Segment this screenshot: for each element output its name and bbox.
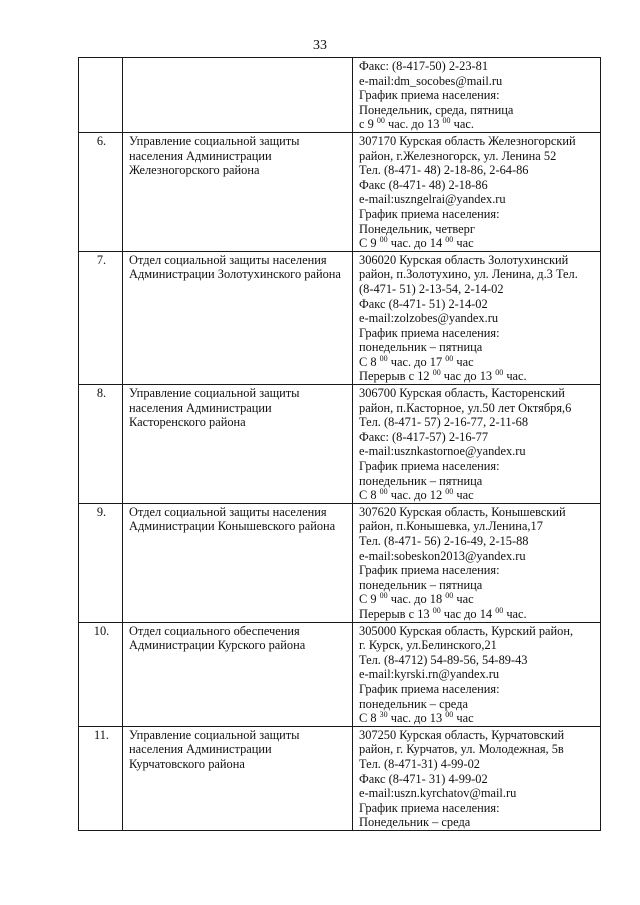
office-contacts [353, 58, 601, 133]
page-number: 33 [313, 38, 327, 53]
contact-text: час. до 14 [387, 236, 446, 251]
time-minutes-superscript: 00 [432, 368, 441, 378]
office-name: Управление социальной защиты населения Администрации Курчатовского района [123, 726, 353, 830]
contact-text: с 9 [359, 117, 377, 132]
contact-text: Факс (8-471- 48) 2-18-86 [359, 177, 488, 192]
time-minutes-superscript: 30 [379, 710, 388, 720]
contact-line [359, 59, 596, 74]
row-number: 11. [79, 726, 123, 830]
contact-line [359, 711, 596, 726]
time-minutes-superscript: 00 [379, 235, 388, 245]
time-minutes-superscript: 00 [379, 353, 388, 363]
contact-text: понедельник – среда [359, 696, 468, 711]
contact-text: Факс: (8-417-57) 2-16-77 [359, 429, 489, 444]
contact-text: e-mail:zolzobes@yandex.ru [359, 311, 499, 326]
contact-text: понедельник – пятница [359, 473, 483, 488]
contact-text: час. до 18 [387, 592, 446, 607]
contact-text: Тел. (8-471- 48) 2-18-86, 2-64-86 [359, 163, 529, 178]
contact-text: График приема населения: [359, 681, 500, 696]
contact-line [359, 667, 596, 682]
contact-text: С 8 [359, 354, 380, 369]
contact-text: 307620 Курская область, Конышевский [359, 504, 566, 519]
contact-line [359, 326, 596, 341]
office-name: Отдел социальной защиты населения Администрации Конышевского района [123, 503, 353, 622]
contact-text: Тел. (8-471- 57) 2-16-77, 2-11-68 [359, 415, 529, 430]
offices-table-body [79, 58, 601, 831]
row-number: 8. [79, 385, 123, 504]
contact-line [359, 519, 596, 534]
contact-text: Понедельник – среда [359, 815, 471, 830]
row-number: 10. [79, 622, 123, 726]
contact-line [359, 772, 596, 787]
contact-line [359, 88, 596, 103]
contact-line [359, 474, 596, 489]
office-contacts [353, 132, 601, 251]
contact-line [359, 149, 596, 164]
contact-text: График приема населения: [359, 88, 500, 103]
office-name: Отдел социального обеспечения Администрации Курского района [123, 622, 353, 726]
contact-text: час [453, 711, 474, 726]
contact-text: час. до 13 [384, 117, 443, 132]
contact-line [359, 267, 596, 282]
time-minutes-superscript: 00 [376, 116, 385, 126]
contact-text: Тел. (8-471- 56) 2-16-49, 2-15-88 [359, 534, 529, 548]
contact-line [359, 563, 596, 578]
contact-line [359, 236, 596, 251]
table-row [79, 503, 601, 622]
contact-text: понедельник – пятница [359, 577, 483, 592]
contact-line [359, 163, 596, 178]
time-minutes-superscript: 00 [445, 353, 454, 363]
table-row [79, 251, 601, 384]
contact-line [359, 117, 596, 132]
contact-text: График приема населения: [359, 563, 500, 578]
contact-text: Понедельник, среда, пятница [359, 102, 514, 117]
office-contacts [353, 385, 601, 504]
office-name [123, 58, 353, 133]
table-row [79, 726, 601, 830]
contact-line [359, 355, 596, 370]
contact-text: час [453, 488, 474, 503]
contact-text: Факс (8-471- 51) 2-14-02 [359, 296, 488, 311]
row-number: 7. [79, 251, 123, 384]
contact-text: С 8 [359, 488, 380, 503]
contact-text: Понедельник, четверг [359, 221, 475, 236]
contact-text: район, г. Курчатов, ул. Молодежная, 5в [359, 742, 564, 757]
table-row [79, 622, 601, 726]
contact-text: e-mail:sobeskon2013@yandex.ru [359, 548, 526, 563]
contact-text: 307170 Курская область Железногорский [359, 133, 576, 148]
contact-text: район, п.Золотухино, ул. Ленина, д.3 Тел. [359, 267, 578, 282]
table-row [79, 58, 601, 133]
contact-text: час. до 17 [387, 354, 446, 369]
contact-line [359, 653, 596, 668]
contact-line [359, 505, 596, 520]
contact-text: 306020 Курская область Золотухинский [359, 252, 569, 267]
offices-table [78, 57, 601, 831]
contact-line [359, 430, 596, 445]
contact-line [359, 697, 596, 712]
time-minutes-superscript: 00 [379, 591, 388, 601]
time-minutes-superscript: 00 [432, 605, 441, 615]
contact-line [359, 253, 596, 268]
contact-text: e-mail:uszn.kyrchatov@mail.ru [359, 786, 517, 801]
contact-line [359, 134, 596, 149]
contact-text: С 9 [359, 236, 380, 251]
contact-text: e-mail:kyrski.rn@yandex.ru [359, 667, 500, 682]
contact-text: e-mail:usznkastornoe@yandex.ru [359, 444, 526, 459]
contact-line [359, 638, 596, 653]
contact-text: График приема населения: [359, 206, 500, 221]
contact-line [359, 607, 596, 622]
contact-line [359, 297, 596, 312]
contact-text: Факс (8-471- 31) 4-99-02 [359, 771, 488, 786]
contact-text: График приема населения: [359, 459, 500, 474]
contact-text: (8-471- 51) 2-13-54, 2-14-02 [359, 281, 504, 296]
contact-text: 307250 Курская область, Курчатовский [359, 727, 565, 742]
time-minutes-superscript: 00 [495, 605, 504, 615]
contact-line [359, 728, 596, 743]
table-row [79, 132, 601, 251]
contact-text: С 8 [359, 711, 380, 726]
contact-text: График приема населения: [359, 325, 500, 340]
contact-text: 306700 Курская область, Касторенский [359, 386, 565, 401]
contact-text: г. Курск, ул.Белинского,21 [359, 638, 497, 653]
office-contacts [353, 503, 601, 622]
office-contacts [353, 251, 601, 384]
contact-line [359, 742, 596, 757]
contact-line [359, 549, 596, 564]
contact-line [359, 369, 596, 384]
contact-text: час. [450, 117, 474, 132]
contact-text: час. до 12 [387, 488, 446, 503]
contact-text: час. [503, 369, 527, 384]
contact-text: Тел. (8-4712) 54-89-56, 54-89-43 [359, 652, 528, 667]
office-contacts [353, 726, 601, 830]
contact-text: час до 13 [440, 369, 496, 384]
contact-text: час [453, 354, 474, 369]
contact-line [359, 459, 596, 474]
contact-line [359, 682, 596, 697]
contact-line [359, 488, 596, 503]
contact-line [359, 192, 596, 207]
contact-text: час. [503, 606, 527, 621]
contact-line [359, 757, 596, 772]
time-minutes-superscript: 00 [495, 368, 504, 378]
row-number [79, 58, 123, 133]
time-minutes-superscript: 00 [379, 487, 388, 497]
contact-line [359, 74, 596, 89]
contact-text: час [453, 592, 474, 607]
table-row [79, 385, 601, 504]
contact-line [359, 282, 596, 297]
contact-text: час [453, 236, 474, 251]
contact-line [359, 222, 596, 237]
time-minutes-superscript: 00 [445, 591, 454, 601]
contact-text: Перерыв с 12 [359, 369, 433, 384]
office-contacts [353, 622, 601, 726]
contact-line [359, 786, 596, 801]
contact-line [359, 415, 596, 430]
contact-text: e-mail:dm_socobes@mail.ru [359, 73, 503, 88]
contact-line [359, 592, 596, 607]
row-number: 6. [79, 132, 123, 251]
office-name: Управление социальной защиты населения Администрации Касторенского района [123, 385, 353, 504]
contact-text: 305000 Курская область, Курский район, [359, 623, 574, 638]
time-minutes-superscript: 00 [442, 116, 451, 126]
contact-text: час. до 13 [387, 711, 446, 726]
contact-line [359, 801, 596, 816]
contact-line [359, 178, 596, 193]
contact-line [359, 534, 596, 549]
contact-line [359, 815, 596, 830]
contact-text: район, п.Конышевка, ул.Ленина,17 [359, 519, 543, 534]
contact-line [359, 401, 596, 416]
office-name: Управление социальной защиты населения Администрации Железногорского района [123, 132, 353, 251]
contact-line [359, 624, 596, 639]
contact-text: e-mail:uszngelrai@yandex.ru [359, 192, 506, 207]
contact-text: час до 14 [440, 606, 496, 621]
contact-text: район, п.Касторное, ул.50 лет Октября,6 [359, 400, 572, 415]
contact-line [359, 578, 596, 593]
contact-line [359, 386, 596, 401]
contact-text: Факс: (8-417-50) 2-23-81 [359, 59, 489, 73]
contact-text: район, г.Железногорск, ул. Ленина 52 [359, 148, 557, 163]
contact-line [359, 311, 596, 326]
contact-text: С 9 [359, 592, 380, 607]
time-minutes-superscript: 00 [445, 235, 454, 245]
row-number: 9. [79, 503, 123, 622]
contact-text: понедельник – пятница [359, 340, 483, 355]
contact-line [359, 207, 596, 222]
time-minutes-superscript: 00 [445, 710, 454, 720]
contact-line [359, 444, 596, 459]
contact-text: Перерыв с 13 [359, 606, 433, 621]
contact-text: График приема населения: [359, 800, 500, 815]
contact-line [359, 103, 596, 118]
contact-text: Тел. (8-471-31) 4-99-02 [359, 756, 480, 771]
office-name: Отдел социальной защиты населения Администрации Золотухинского района [123, 251, 353, 384]
contact-line [359, 340, 596, 355]
time-minutes-superscript: 00 [445, 487, 454, 497]
